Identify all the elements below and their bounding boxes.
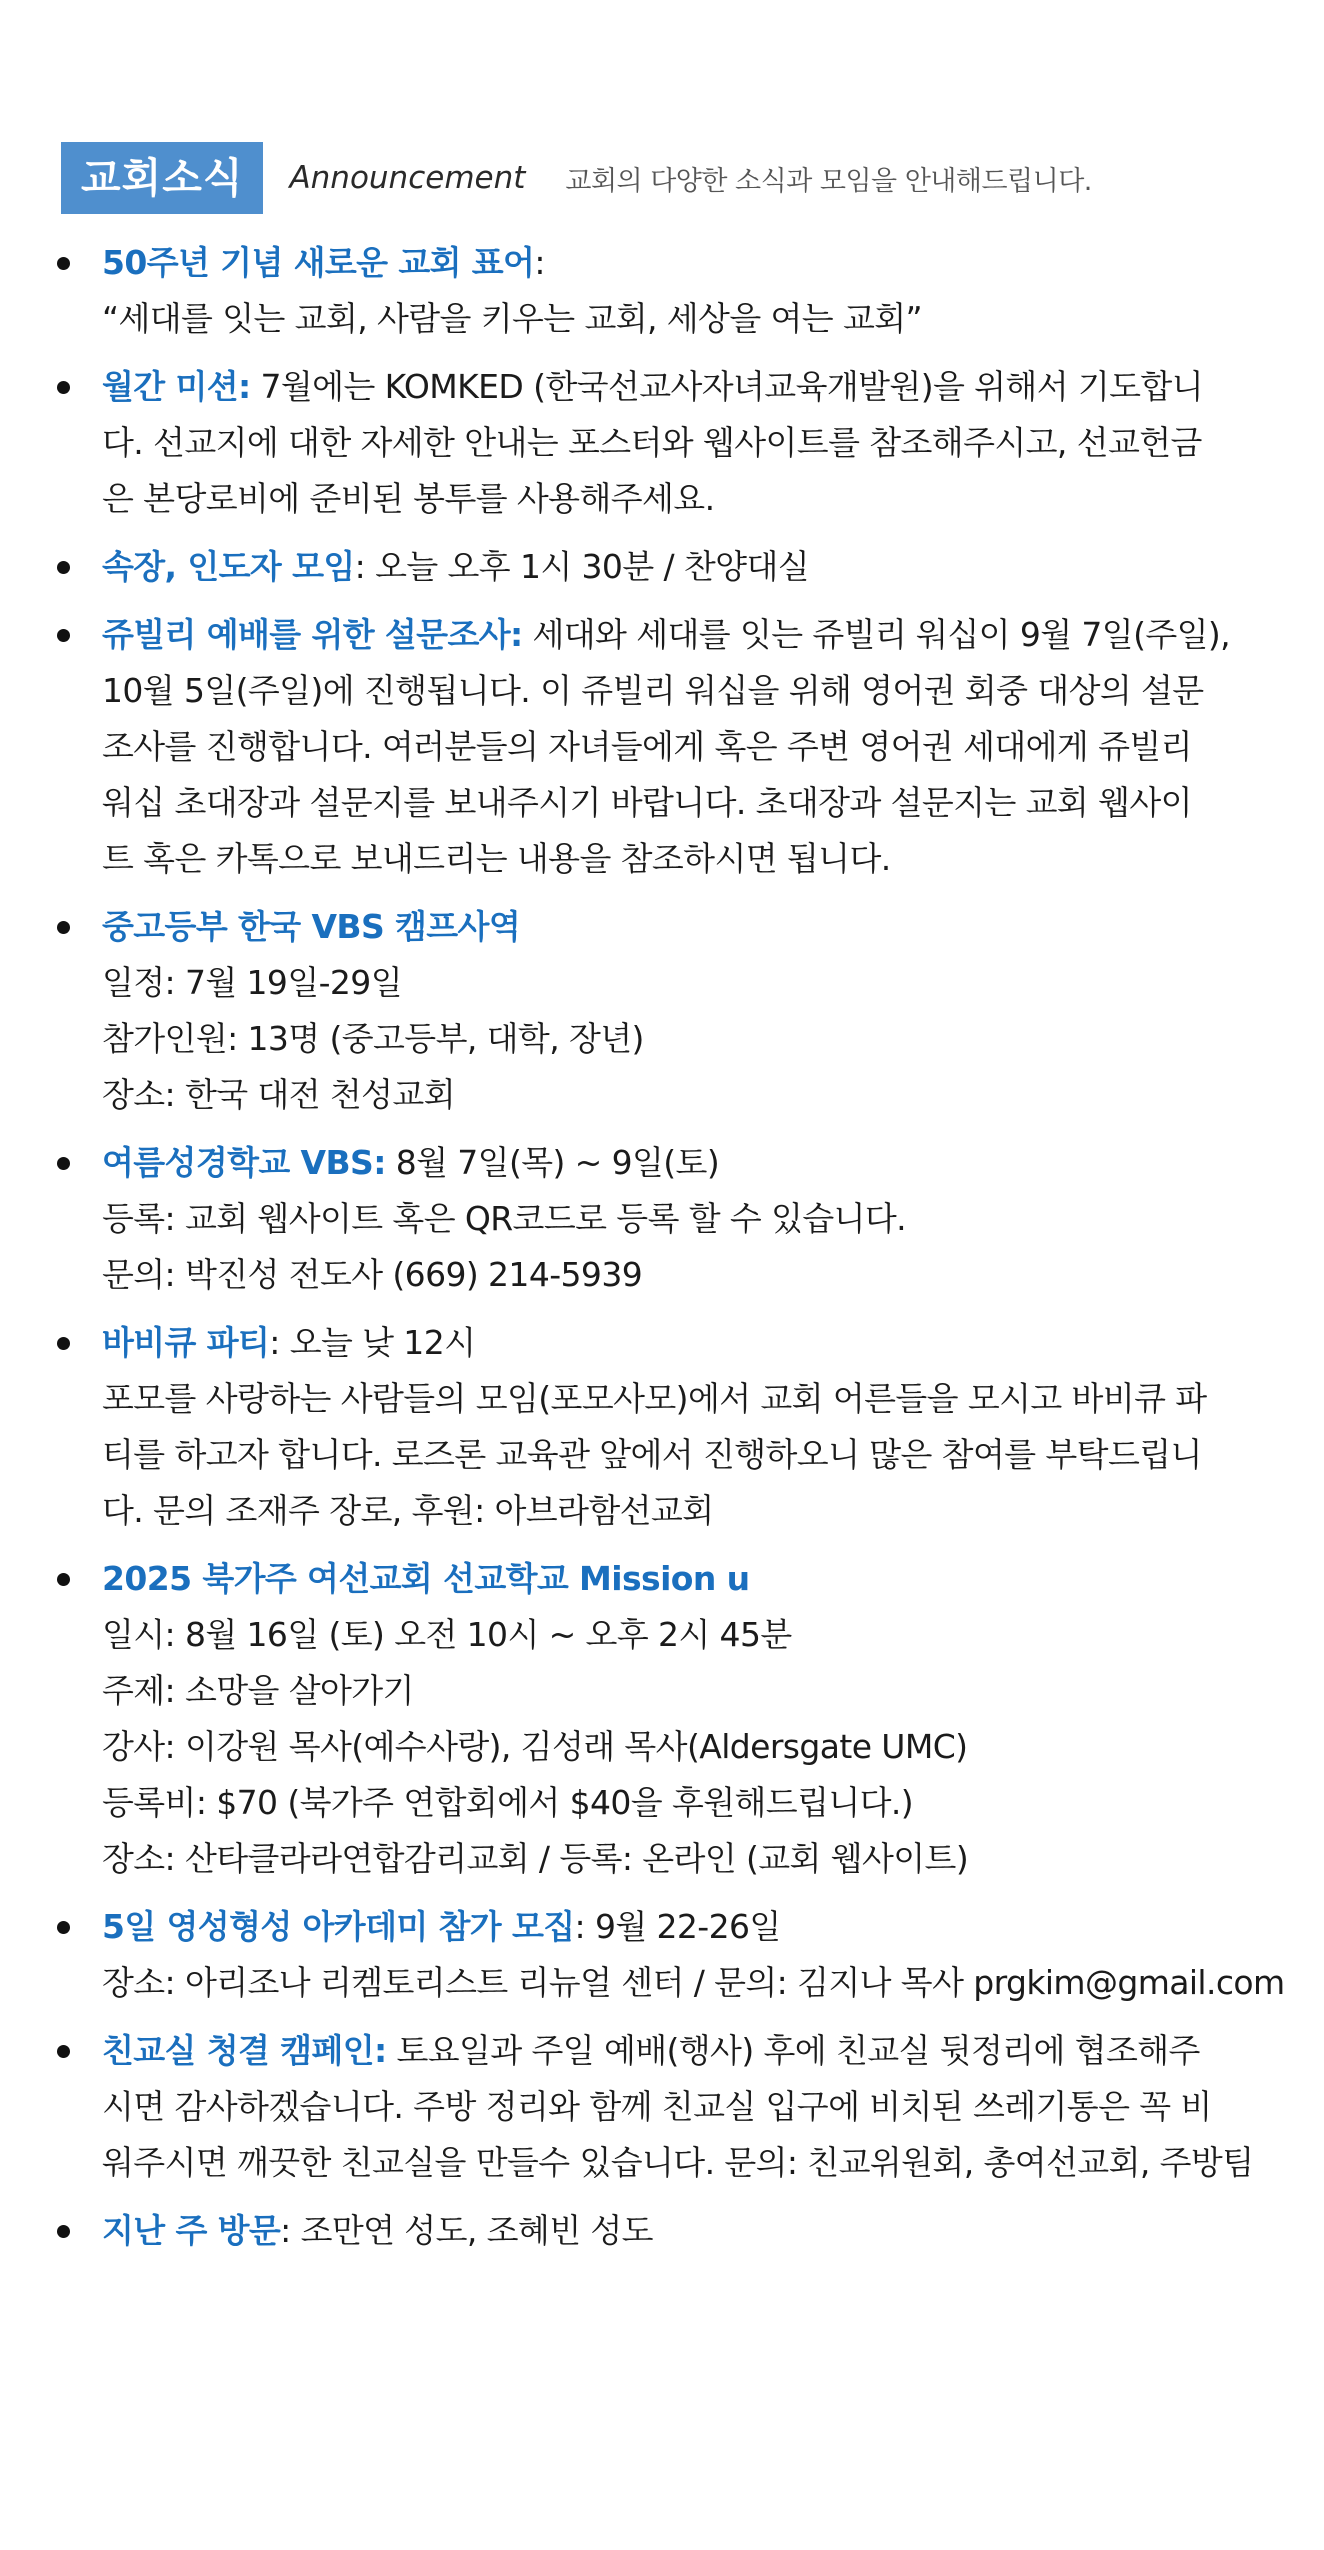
announcement-first-line bbox=[102, 607, 1300, 663]
section-badge: 교회소식 bbox=[61, 142, 263, 214]
announcement-item bbox=[0, 359, 1324, 527]
announcement-item bbox=[0, 2203, 1324, 2259]
bullet-icon bbox=[57, 629, 70, 642]
announcement-title: 중고등부 한국 VBS 캠프사역 bbox=[102, 907, 521, 946]
announcement-first-line bbox=[102, 1551, 1300, 1607]
announcement-item bbox=[0, 1315, 1324, 1539]
announcement-body-line: 워주시면 깨끗한 친교실을 만들수 있습니다. 문의: 친교위원회, 총여선교회, 주방팀 bbox=[102, 2143, 1254, 2182]
announcement-title: 속장, 인도자 모임 bbox=[102, 547, 355, 586]
announcement-first-line bbox=[102, 539, 1300, 595]
announcement-first-line bbox=[102, 1899, 1300, 1955]
announcement-first-line bbox=[102, 359, 1300, 415]
announcement-first-line bbox=[102, 235, 1300, 291]
announcement-detail: : 오늘 낮 12시 bbox=[269, 1323, 476, 1362]
bullet-icon bbox=[57, 381, 70, 394]
section-english-title: Announcement bbox=[289, 160, 526, 196]
announcement-item bbox=[0, 235, 1324, 347]
announcement-body-line: 다. 선교지에 대한 자세한 안내는 포스터와 웹사이트를 참조해주시고, 선교헌금 bbox=[102, 423, 1202, 462]
announcement-body-line: 강사: 이강원 목사(예수사랑), 김성래 목사(Aldersgate UMC) bbox=[102, 1727, 968, 1766]
announcement-title: 5일 영성형성 아카데미 참가 모집 bbox=[102, 1907, 575, 1946]
bullet-icon bbox=[57, 1921, 70, 1934]
announcement-detail: 세대와 세대를 잇는 쥬빌리 워십이 9월 7일(주일), bbox=[522, 615, 1231, 654]
announcement-body-line: 등록: 교회 웹사이트 혹은 QR코드로 등록 할 수 있습니다. bbox=[102, 1199, 907, 1238]
announcement-first-line bbox=[102, 1135, 1300, 1191]
bullet-icon bbox=[57, 257, 70, 270]
announcement-body-line: 10월 5일(주일)에 진행됩니다. 이 쥬빌리 워십을 위해 영어권 회중 대상의 설문 bbox=[102, 671, 1204, 710]
announcement-item bbox=[0, 539, 1324, 595]
announcement-item bbox=[0, 607, 1324, 887]
announcement-title: 50주년 기념 새로운 교회 표어 bbox=[102, 243, 535, 282]
announcement-detail: 8월 7일(목) ~ 9일(토) bbox=[385, 1143, 720, 1182]
announcement-detail: : 9월 22-26일 bbox=[574, 1907, 781, 1946]
announcement-title: 월간 미션: bbox=[102, 367, 251, 406]
announcement-body-line: 조사를 진행합니다. 여러분들의 자녀들에게 혹은 주변 영어권 세대에게 쥬빌리 bbox=[102, 727, 1192, 766]
announcement-first-line bbox=[102, 899, 1300, 955]
announcement-body-line: 티를 하고자 합니다. 로즈론 교육관 앞에서 진행하오니 많은 참여를 부탁드립니 bbox=[102, 1435, 1202, 1474]
announcement-body-line: 장소: 산타클라라연합감리교회 / 등록: 온라인 (교회 웹사이트) bbox=[102, 1839, 969, 1878]
announcement-body-line: 워십 초대장과 설문지를 보내주시기 바랍니다. 초대장과 설문지는 교회 웹사이 bbox=[102, 783, 1192, 822]
announcement-body-line: 다. 문의 조재주 장로, 후원: 아브라함선교회 bbox=[102, 1491, 714, 1530]
announcement-first-line bbox=[102, 2203, 1300, 2259]
announcement-detail: : 조만연 성도, 조혜빈 성도 bbox=[280, 2211, 653, 2250]
announcement-detail: : bbox=[534, 243, 545, 282]
section-description: 교회의 다양한 소식과 모임을 안내해드립니다. bbox=[565, 165, 1092, 197]
announcement-body-line: 장소: 한국 대전 천성교회 bbox=[102, 1075, 455, 1114]
announcement-body-line: 일정: 7월 19일-29일 bbox=[102, 963, 402, 1002]
bullet-icon bbox=[57, 2045, 70, 2058]
announcement-body-line: 시면 감사하겠습니다. 주방 정리와 함께 친교실 입구에 비치된 쓰레기통은 꼭 비 bbox=[102, 2087, 1212, 2126]
announcement-title: 2025 북가주 여선교회 선교학교 Mission u bbox=[102, 1559, 750, 1598]
announcement-first-line bbox=[102, 2023, 1300, 2079]
announcement-body-line: 포모를 사랑하는 사람들의 모임(포모사모)에서 교회 어른들을 모시고 바비큐 파 bbox=[102, 1379, 1207, 1418]
announcement-body-line: 등록비: $70 (북가주 연합회에서 $40을 후원해드립니다.) bbox=[102, 1783, 914, 1822]
announcement-header bbox=[61, 142, 1092, 214]
announcement-body-line: 트 혹은 카톡으로 보내드리는 내용을 참조하시면 됩니다. bbox=[102, 839, 891, 878]
bullet-icon bbox=[57, 1157, 70, 1170]
announcement-title: 쥬빌리 예배를 위한 설문조사: bbox=[102, 615, 523, 654]
announcement-item bbox=[0, 899, 1324, 1123]
bullet-icon bbox=[57, 561, 70, 574]
announcement-title: 여름성경학교 VBS: bbox=[102, 1143, 386, 1182]
announcement-title: 바비큐 파티 bbox=[102, 1323, 270, 1362]
announcement-detail: : 오늘 오후 1시 30분 / 찬양대실 bbox=[354, 547, 810, 586]
announcement-body-line: 주제: 소망을 살아가기 bbox=[102, 1671, 414, 1710]
announcement-body-line: 참가인원: 13명 (중고등부, 대학, 장년) bbox=[102, 1019, 644, 1058]
bullet-icon bbox=[57, 921, 70, 934]
announcement-title: 친교실 청결 캠페인: bbox=[102, 2031, 387, 2070]
bullet-icon bbox=[57, 1337, 70, 1350]
announcement-title: 지난 주 방문 bbox=[102, 2211, 281, 2250]
announcement-body-line: “세대를 잇는 교회, 사람을 키우는 교회, 세상을 여는 교회” bbox=[102, 299, 923, 338]
bullet-icon bbox=[57, 2225, 70, 2238]
bullet-icon bbox=[57, 1573, 70, 1586]
announcement-list bbox=[0, 235, 1324, 2271]
announcement-detail: 토요일과 주일 예배(행사) 후에 친교실 뒷정리에 협조해주 bbox=[386, 2031, 1200, 2070]
announcement-body-line: 문의: 박진성 전도사 (669) 214-5939 bbox=[102, 1255, 643, 1294]
announcement-body-line: 일시: 8월 16일 (토) 오전 10시 ~ 오후 2시 45분 bbox=[102, 1615, 792, 1654]
announcement-item bbox=[0, 2023, 1324, 2191]
announcement-first-line bbox=[102, 1315, 1300, 1371]
announcement-body-line: 장소: 아리조나 리켐토리스트 리뉴얼 센터 / 문의: 김지나 목사 prgkim@gmail.com bbox=[102, 1963, 1285, 2002]
announcement-body-line: 은 본당로비에 준비된 봉투를 사용해주세요. bbox=[102, 479, 715, 518]
announcement-item bbox=[0, 1899, 1324, 2011]
announcement-item bbox=[0, 1551, 1324, 1887]
announcement-item bbox=[0, 1135, 1324, 1303]
announcement-detail: 7월에는 KOMKED (한국선교사자녀교육개발원)을 위해서 기도합니 bbox=[250, 367, 1203, 406]
